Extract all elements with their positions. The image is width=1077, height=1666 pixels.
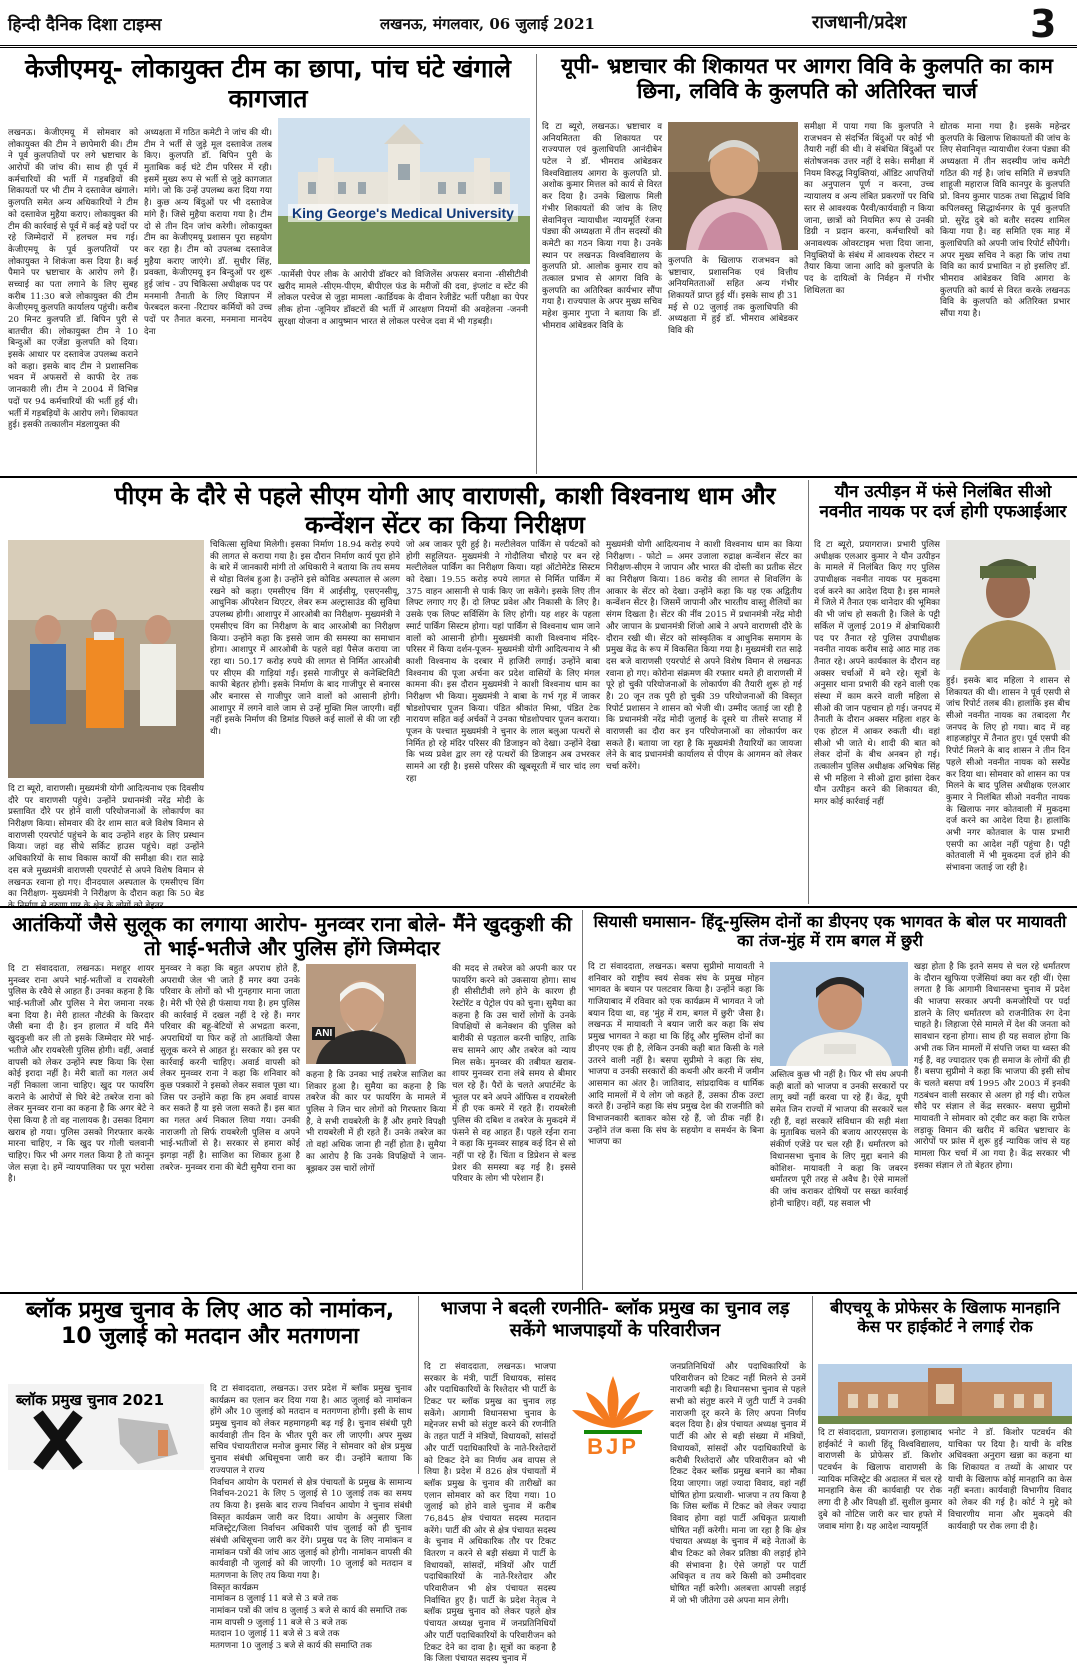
bjp-headline: भाजपा ने बदली रणनीति- ब्लॉक प्रमुख का चुनाव लड़ सकेंगे भाजपाइयों के परिवारीजन bbox=[440, 1298, 790, 1341]
mayawati-col-1: दि टा संवाददाता, लखनऊ। बसपा सुप्रीमो मायावती ने शनिवार को राष्ट्रीय स्वयं सेवक संघ के प्रमुख मोहन भागवत के बयान पर पलटवार किया है। उन्होंने कहा कि गाजियाबाद में रविवार को एक कार्यक्रम में भागवत ने जो बयान दिया था, वह 'मुंह में राम, बगल में छुरी' जैसा है। लखनऊ में मायावती ने बयान जारी कर कहा कि संघ प्रमुख भागवत ने कहा था कि हिंदू और मुस्लिम दोनों का डीएनए एक ही है, लेकिन उनकी कही बात किसी के गले उतरने वाली नहीं है। बसपा सुप्रीमो ने कहा कि संघ, भाजपा व उनकी सरकारों की कथनी और करनी में जमीन आसमान का अंतर है। जातिवाद, सांप्रदायिक व धार्मिक आदि मामलों में ये लोग जो कहते हैं, उसका ठीक उल्टा करते हैं। उन्होंने कहा कि संघ प्रमुख देश की राजनीति को विभाजनकारी बताकर कोस रहे हैं, जो ठीक नहीं है। उन्होंने तंज कसा कि संघ के सहयोग व समर्थन के बिना भाजपा का bbox=[588, 962, 764, 1148]
block-election-banner: ब्लॉक प्रमुख चुनाव 2021 bbox=[16, 1391, 165, 1409]
agra-col-2: कुलपति के खिलाफ राजभवन को भ्रष्टाचार, प्रशासनिक एवं वित्तीय अनियमितताओं सहित अन्य गंभीर शिकायतें प्राप्त हुई थीं। इसके साथ ही 31 मई से 02 जुलाई तक कुलाधिपति की अध्यक्षता में हुई डॉ. भीमराव आंबेडकर विवि की bbox=[668, 256, 798, 337]
kgmu-col-3: -फार्मेसी पेपर लीक के आरोपी डॉक्टर को विजिलेंस अफसर बनाना -सीसीटीवी खरीद मामले -सीएम-पीएम, बीपीएल फंड के मरीजों की दवा, इंप्लांट व स्टेंट की लोकल परचेज से जुड़ा मामला -कार्डियक के दीवान रेजीडेंट भर्ती परीक्षा का पेपर लीक होना -जूनियर डॉक्टरों की भर्ती में आरक्षण नियमों की अवहेलना -जननी सुरक्षा योजना व आयुष्मान भारत से लोकल परचेज दवा में भी गड़बड़ी। bbox=[278, 270, 528, 327]
column-divider bbox=[808, 480, 809, 904]
munawwar-photo bbox=[306, 964, 416, 1064]
varanasi-col-4: मुख्यमंत्री योगी आदित्यनाथ ने काशी विश्वनाथ धाम का किया निरीक्षण। - फोटो = अमर उजाला रुद्राक्ष कन्वेंशन सेंटर का निरीक्षण-सीएम ने जापान और भारत की दोस्ती का प्रतीक सेंटर का निरीक्षण किया। 186 करोड़ की लागत से शिवलिंग के आकार के सेंटर को देखा। उन्होंने कहा कि यह एक अद्वितीय कन्वेंशन सेंटर है। जिसमें जापानी और भारतीय वास्तु शैलियों का संगम दिखता है। सेंटर की नींव 2015 में प्रधानमंत्री नरेंद्र मोदी और जापान के प्रधानमंत्री शिंजो आबे ने अपने वाराणसी दौरे के दौरान रखी थी। सेंटर को सांस्कृतिक व आधुनिक समागम के प्रमुख केंद्र के रूप में विकसित किया गया है। मुख्यमंत्री रात साढ़े दस बजे वाराणसी एयरपोर्ट से अपने विशेष विमान से लखनऊ रवाना हो गए। कोरोना संक्रमण की रफ्तार थमते ही वाराणसी में पूरे हो चुकी परियोजनाओं के लोकार्पण की तैयारी शुरू हो गई है। 20 जून तक पूरी हो चुकी 39 परियोजनाओं की विस्तृत रिपोर्ट प्रशासन ने शासन को भेजी थी। उम्मीद जताई जा रही है कि प्रधानमंत्री नरेंद्र मोदी जुलाई के दूसरे या तीसरे सप्ताह में वाराणसी का दौरा कर इन परियोजनाओं का लोकार्पण कर सकते हैं। बताया जा रहा है कि मुख्यमंत्री तैयारियों का जायजा लेने के बाद प्रधानमंत्री कार्यालय से पीएम के आगमन को लेकर चर्चा करेंगे। bbox=[606, 540, 802, 773]
column-divider bbox=[536, 54, 537, 474]
mayawati-headline: सियासी घमासान- हिंदू-मुस्लिम दोनों का डीएनए एक भागवत के बोल पर मायावती का तंज-मुंह में राम बगल में छुरी bbox=[593, 912, 1067, 951]
schedule-item: मतगणना bbox=[210, 1641, 241, 1652]
agra-headline: यूपी- भ्रष्टाचार की शिकायत पर आगरा विवि के कुलपति का काम छिना, लविवि के कुलपति को अतिरिक्त चार्ज bbox=[561, 54, 1053, 104]
agra-col-1: दि टा ब्यूरो, लखनऊ। भ्रष्टाचार व अनियमितता की शिकायत पर राज्यपाल एवं कुलाधिपति आनंदीबेन पटेल ने डॉ. भीमराव आंबेडकर विश्वविद्यालय आगरा के कुलपति प्रो. अशोक कुमार मित्तल को कार्य से विरत कर दिया है। उनके खिलाफ मिली गंभीर शिकायतों की जांच के लिए सेवानिवृत्त न्यायाधीश न्यायमूर्ति रंजना पंड्या की अध्यक्षता में तीन सदस्यों की कमेटी का गठन किया गया है। उनके स्थान पर लखनऊ विश्वविद्यालय के कुलपति प्रो. आलोक कुमार राय को तत्काल प्रभाव से आगरा विवि के कुलपति का अतिरिक्त कार्यभार सौंपा गया है। राज्यपाल के अपर मुख्य सचिव महेश कुमार गुप्ता ने बताया कि डॉ. भीमराव आंबेडकर विवि के bbox=[542, 122, 662, 331]
column-divider bbox=[582, 910, 583, 1290]
governor-photo bbox=[668, 122, 798, 250]
ani-tag: ANI bbox=[312, 1027, 335, 1040]
varanasi-col-3: जो अब जाकर पूरी हुई है। मल्टीलेवल पार्किंग से पर्यटकों को होगी सहूलियत- मुख्यमंत्री ने गोदौलिया चौराहे पर बन रहे मल्टीलेवल पार्किंग का निरीक्षण किया। यहां ऑटोमेटेड सिस्टम को देखा। 19.55 करोड़ रुपये लागत से निर्मित पार्किंग में 375 वाहन आसानी से पार्क किए जा सकेंगे। इसके लिए तीन लिफ्ट लगाए गए हैं। दो लिफ्ट प्रवेश और निकासी के लिए है। उसके एक लिफ्ट सर्विसिंग के लिए होगी। यह शहर के पहला स्मार्ट पार्किंग सिस्टम होगा। यहां पार्किंग से विश्वनाथ धाम जाने वालों को आसानी होगी। मुख्यमंत्री काशी विश्वनाथ मंदिर-परिसर में किया दर्शन-पूजन- मुख्यमंत्री योगी आदित्यनाथ ने श्री काशी विश्वनाथ के दरबार में हाजिरी लगाई। उन्होंने बाबा विश्वनाथ की पूजा अर्चना कर प्रदेश वासियों के लिए मंगल कामना की। इस दौरान मुख्यमंत्री ने काशी विश्वनाथ धाम का निरीक्षण भी किया। मुख्यमंत्री ने बाबा के गर्भ गृह में जाकर षोडशोपचार पूजन किया। पंडित श्रीकांत मिश्रा, पंडित टेक नारायण सहित कई अर्चकों ने उनका षोडशोपचार पूजन कराया। पूजन के पश्चात मुख्यमंत्री ने चुनार के लाल बलुआ पत्थरों से निर्मित हो रहे मंदिर परिसर की डिजाइन को देखा। उन्होंने देखा कि भव्य प्रवेश द्वार लग रहे पत्थरों की डिजाइन अब उभरकर सामने आ रही है। इससे परिसर की खूबसूरती में चार चांद लग रहा bbox=[406, 540, 600, 784]
navneet-headline: यौन उत्पीड़न में फंसे निलंबित सीओ नवनीत नायक पर दर्ज होगी एफआईआर bbox=[819, 482, 1067, 523]
varanasi-photo bbox=[8, 540, 204, 778]
bjp-col-2: जनप्रतिनिधियों और पदाधिकारियों के परिवारीजन को टिकट नहीं मिलने से उनमें नाराजगी बढ़ी है। विधानसभा चुनाव से पहले सभी को संतुष्ट करने में जुटी पार्टी ने उनकी नाराजगी दूर करने के लिए अपना निर्णय बदल दिया है। क्षेत्र पंचायत अध्यक्ष चुनाव में पार्टी की ओर से बड़ी संख्या में मंत्रियों, विधायकों, सांसदों और पदाधिकारियों के करीबी रिश्तेदारों और परिवारीजन को भी टिकट देकर ब्लॉक प्रमुख बनाने का मौका दिया जाएगा। जहां ज्यादा विवाद, वहां नहीं घोषित होगा प्रत्याशी- भाजपा न तय किया है कि जिस ब्लॉक में टिकट को लेकर ज्यादा विवाद होगा वहां पार्टी अधिकृत प्रत्याशी घोषित नहीं करेगी। माना जा रहा है कि क्षेत्र पंचायत अध्यक्ष के चुनाव में बड़े नेताओं के बीच टिकट को लेकर प्रतिष्ठा की लड़ाई होने की संभावना है। ऐसे जगहों पर पार्टी अधिकृत व तय करे किसी को उम्मीदवार घोषित नहीं करेगी। अलबत्ता आपसी लड़ाई में जो भी जीतेगा उसे अपना मान लेगी। bbox=[670, 1362, 806, 1606]
mayawati-col-2: अस्तित्व कुछ भी नहीं है। फिर भी संघ अपनी कही बातों को भाजपा व उनकी सरकारों पर लागू क्यों नहीं करवा पा रहे हैं। केंद्र, यूपी समेत जिन राज्यों में भाजपा की सरकारें चल रही हैं, वहां सरकारें संविधान की सही मंशा के मुताबिक चलने की बजाय आरएसएस के संकीर्ण एजेंडे पर चल रही हैं। धर्मांतरण को विधानसभा चुनाव के लिए मुद्दा बनाने की कोशिश- मायावती ने कहा कि जबरन धर्मांतरण पूरी तरह से अवैध है। ऐसे मामलों की जांच कराकर दोषियों पर सख्त कार्रवाई होनी चाहिए। वहीं, यह सवाल भी bbox=[770, 1070, 908, 1209]
officer-photo bbox=[946, 540, 1070, 670]
schedule-time: 9 जुलाई 11 बजे से 3 बजे तक bbox=[247, 1617, 348, 1628]
schedule-row bbox=[210, 1629, 412, 1641]
block-election-col-2: दि टा संवाददाता, लखनऊ। उत्तर प्रदेश में ब्लॉक प्रमुख चुनाव कार्यक्रम का एलान कर दिया गया है। आठ जुलाई को नामांकन होंगे और 10 जुलाई को मतदान व मतगणना होगी। इसी के साथ प्रमुख चुनाव को लेकर महमागहमी बढ़ गई है। चुनाव संबंधी पूरी कार्यवाही तीन दिन के भीतर पूरी कर ली जाएगी। अपर मुख्य सचिव पंचायतीराज मनोज कुमार सिंह ने सोमवार को क्षेत्र प्रमुख चुनाव संबंधी अधिसूचना जारी कर दी। उन्होंने बताया कि राज्यपाल ने राज्य निर्वाचन आयोग के परामर्श से क्षेत्र पंचायतों के प्रमुख के सामान्य निर्वाचन-2021 के लिए 5 जुलाई से 10 जुलाई तक का समय तय किया है। इसके बाद राज्य निर्वाचन आयोग ने चुनाव संबंधी विस्तृत कार्यक्रम जारी कर दिया। आयोग के अनुसार जिला मजिस्ट्रेट/जिला निर्वाचन अधिकारी पांच जुलाई को ही चुनाव संबंधी अधिसूचना जारी कर देंगे। प्रमुख पद के लिए नामांकन व नामांकन पत्रों की जांच आठ जुलाई को होगी। नामांकन वापसी की कार्यवाही नौ जुलाई को की जाएगी। 10 जुलाई को मतदान व मतगणना के लिए तय किया गया है। विस्तृत कार्यक्रम नामांकन 8 जुलाई 11 बजे से 3 बजे तक नामांकन पत्रों की जांच 8 जुलाई 3 बजे से कार्य की समाप्ति तक नाम वापसी 9 जुलाई 11 बजे से 3 बजे तक मतदान 10 जुलाई 11 बजे से 3 बजे तक मतगणना 10 जुलाई 3 बजे से कार्य की समाप्ति तक bbox=[210, 1384, 412, 1652]
governor-portrait-image bbox=[668, 122, 798, 250]
varanasi-headline: पीएम के दौरे से पहले सीएम योगी आए वाराणसी, काशी विश्वनाथ धाम और कन्वेंशन सेंटर का किया निरीक्षण bbox=[114, 482, 776, 539]
schedule-item: नामांकन पत्रों की जांच bbox=[210, 1606, 282, 1617]
mayawati-col-3: खड़ा होता है कि इतने समय से चल रहे धर्मांतरण के दौरान खुफिया एजेंसियां क्या कर रही थीं। ऐसा लगता है कि आगामी विधानसभा चुनाव में प्रदेश की भाजपा सरकार अपनी कमजोरियों पर पर्दा डालने के लिए धर्मांतरण को राजनीतिक रंग देना चाहते है। लिहाजा ऐसे मामले में देश की जनता को सावधान रहना होगा। साथ ही यह सवाल होगा कि अभी तक जिन मामलों में संपत्ति जब्त या ध्वस्त की गई हैं, वह ज्यादातर एक ही समाज के लोगों की ही हैं। बसपा सुप्रीमो ने कहा कि भाजपा की इसी सोच के चलते बसपा वर्ष 1995 और 2003 में इनकी गठबंधन वाली सरकार से अलग हो गई थी। राफेल सौदे पर संज्ञान ले केंद्र सरकार- बसपा सुप्रीमो मायावती ने सोमवार को ट्वीट कर कहा कि राफेल लड़ाकू विमान की खरीद में कथित भ्रष्टाचार के आरोपों पर फ्रांस में शुरू हुई न्यायिक जांच से यह मामला फिर चर्चा में आ गया है। केंद्र सरकार भी इसका संज्ञान ले तो बेहतर होगा। bbox=[914, 962, 1070, 1171]
masthead bbox=[0, 0, 1077, 48]
section-rule bbox=[0, 1292, 1077, 1294]
varanasi-col-1: दि टा ब्यूरो, वाराणसी। मुख्यमंत्री योगी आदित्यनाथ एक दिवसीय दौरे पर वाराणसी पहुंचे। उन्होंने प्रधानमंत्री नरेंद्र मोदी के प्रस्तावित दौरे पर होने वाली परियोजनाओं के लोकार्पण का निरीक्षण किया। सोमवार की देर शाम सात बजे विशेष विमान से वाराणसी एयरपोर्ट पहुंचने के बाद उन्होंने शहर के लिए प्रस्थान किया। जहां वह सीधे सर्किट हाउस पहुंचे। वहां उन्होंने अधिकारियों के साथ विकास कार्यों की समीक्षा की। रात साढ़े दस बजे मुख्यमंत्री वाराणसी एयरपोर्ट से अपने विशेष विमान से लखनऊ रवाना हो गए। दीनदयाल अस्पताल के एमसीएच विंग का निरीक्षण- मुख्यमंत्री ने निरीक्षण के दौरान कहा कि 50 बेड के निर्माण से वरुणा पार के क्षेत्र के लोगों को बेहतर bbox=[8, 784, 204, 911]
mayawati-portrait-image bbox=[770, 962, 908, 1066]
schedule-item: नाम वापसी bbox=[210, 1617, 248, 1628]
schedule-title: विस्तृत कार्यक्रम bbox=[210, 1582, 259, 1593]
section-rule bbox=[0, 906, 1077, 908]
high-court-building-image bbox=[818, 1364, 1072, 1424]
munawwar-col-2: मुनव्वर ने कहा कि बहुत अपराध होते हैं, अपराधी जेल भी जाते हैं मगर क्या उनके परिवार के लोगों को भी गुनहगार माना जाता है। मेरी भी ऐसे ही फंसाया गया है। हम पुलिस की कार्रवाई में दखल नहीं दे रहे हैं। मगर परिवार की बहू-बेटियों से अभद्रता करना, अपराधियों या फिर कहें तो आतंकियों जैसा सुलूक करने से आहत हूं। सरकार को इस पर कार्रवाई करनी चाहिए। अवार्ड वापसी को लेकर मुनव्वर राना ने कहा कि शनिवार को कुछ पत्रकारों ने इसको लेकर सवाल पूछा था। जिस पर उन्होंने कहा कि हम अवार्ड वापस कर सकते हैं या इसे जला सकते हैं। इस बात का गलत अर्थ निकाल लिया गया। उनकी नाराजगी तो सिर्फ रायबरेली पुलिस व अपने भाई-भतीजों से है। सरकार से हमारा कोई झगड़ा नहीं है। साजिश का शिकार हुआ है तबरेज- मुनव्वर राना की बेटी सुमैया राना का bbox=[160, 964, 300, 1173]
schedule-time: 8 जुलाई 3 बजे से कार्य की समाप्ति तक bbox=[281, 1606, 408, 1617]
agra-col-3: समीक्षा में पाया गया कि कुलपति ने राजभवन से संदर्भित बिंदुओं पर कोई भी तैयारी नहीं की थी। वे संबंधित बिंदुओं पर संतोषजनक उत्तर नहीं दे सके। समीक्षा में नियम विरुद्ध नियुक्तियां, ऑडिट आपत्तियों का अनुपालन पूर्ण न करना, उच्च न्यायालय व अन्य लंबित प्रकरणों पर विधि स्तर से आवश्यक पैरवी/कार्यवाही न किया जाना, छात्रों को नियमित रूप से उनकी डिग्री न प्रदान करना, कर्मचारियों को अनावश्यक ओवरटाइम भत्ता दिया जाना, नियुक्तियों के संबंध में आवश्यक रोस्टर न तैयार किया जाना आदि को कुलपति के पद के दायित्वों के निर्वहन में गंभीर शिथिलता का bbox=[804, 122, 934, 296]
bjp-col-1: दि टा संवाददाता, लखनऊ। भाजपा सरकार के मंत्री, पार्टी विधायक, सांसद और पदाधिकारियों के रिश्तेदार भी पार्टी के टिकट पर ब्लॉक प्रमुख का चुनाव लड़ सकेंगे। आगामी विधानसभा चुनाव के मद्देनजर सभी को संतुष्ट करने की रणनीति के तहत पार्टी ने मंत्रियों, विधायकों, सांसदों और पार्टी पदाधिकारियों के नाते-रिश्तेदारों को टिकट देने का निर्णय अब वापस ले लिया है। प्रदेश में 826 क्षेत्र पंचायतों में ब्लॉक प्रमुख के चुनाव की तारीखों का एलान सोमवार को कर दिया गया। 10 जुलाई को होने वाले चुनाव में करीब 76,845 क्षेत्र पंचायत सदस्य मतदान करेंगे। पार्टी की ओर से क्षेत्र पंचायत सदस्य के चुनाव में अधिकारिक तौर पर टिकट वितरण न करने से बड़ी संख्या में पार्टी के विधायकों, सांसदों, मंत्रियों और पार्टी पदाधिकारियों के नाते-रिश्तेदार और परिवारीजन भी क्षेत्र पंचायत सदस्य निर्वाचित हुए हैं। पार्टी के प्रदेश नेतृत्व ने ब्लॉक प्रमुख चुनाव को लेकर पहले क्षेत्र पंचायत अध्यक्ष चुनाव में जनप्रतिनिधियों और पार्टी पदाधिकारियों के परिवारीजन को टिकट देने का दावा है। सूत्रों का कहना है कि जिला पंचायत सदस्य चुनाव में bbox=[424, 1362, 556, 1665]
munawwar-portrait-image bbox=[306, 964, 416, 1064]
block-election-photo bbox=[8, 1384, 204, 1470]
schedule-time: 10 जुलाई 11 बजे से 3 बजे तक bbox=[234, 1629, 340, 1640]
bhu-photo bbox=[818, 1364, 1072, 1424]
column-divider bbox=[812, 1296, 813, 1474]
schedule-item: नामांकन bbox=[210, 1594, 239, 1605]
munawwar-headline: आतंकियों जैसे सुलूक का लगाया आरोप- मुनव्वर राना बोले- मैंने खुदकुशी की तो भाई-भतीजे और पुलिस होंगे जिम्मेदार bbox=[12, 912, 572, 960]
munawwar-col-3: की मदद से तबरेज को अपनी कार पर फायरिंग करने को उकसाया होगा। साथ ही सीसीटीवी लगे होने के कारण ही रेस्टोरेंट व पेट्रोल पंप को चुना। सुमैया का कहना है कि उस चारों लोगों के उनके विपक्षियों से कनेक्शन की पुलिस को बारीकी से पड़ताल करनी चाहिए, ताकि सच सामने आए और तबरेज को न्याय मिल सके। मुनव्वर की तबीयत खराब- शायर मुनव्वर राना लंबे समय से बीमार चल रहे हैं। पैरों के चलते अपार्टमेंट के भूतल पर बने अपने ऑफिस व रायबरेली में ही एक कमरे में रहते हैं। रायबरेली पुलिस की दबिश व तबरेज के मुकदमे में फंसने से वह आहत हैं। पहले रईना राना ने कहा कि मुनव्वर साहब कई दिन से सो नहीं पा रहे हैं। चिंता व डिप्रेशन से बल्ड प्रेशर की समस्या बढ़ गई है। इससे परिवार के लोग भी परेशान हैं। bbox=[452, 964, 576, 1185]
kgmu-photo bbox=[278, 118, 530, 264]
bhu-headline: बीएचयू के प्रोफेसर के खिलाफ मानहानि केस पर हाईकोर्ट ने लगाई रोक bbox=[830, 1298, 1060, 1337]
kgmu-col-2: अध्यक्षता में गठित कमेटी ने जांच की थी। टीम ने भर्ती से जुड़े मूल दस्तावेज तलब किए। कुलपति डॉ. बिपिन पुरी के मुताबिक कई घंटे टीम परिसर में रही। इसमें मुख्य रूप से भर्ती से जुड़े कागजात मांगे। जो कि उन्हें उपलब्ध करा दिया गया है। कुछ अन्य बिंदुओं पर भी दस्तावेज मांगे हैं। जिसे मुहैया कराया गया है। टीम दो से तीन दिन जांच करेगी। लोकायुक्त टीम का केजीएमयू प्रशासन पूरा सहयोग कर रहा है। टीम को उपलब्ध दस्तावेज मुहैया कराए जाएंगे। डॉ. सुधीर सिंह, प्रवक्ता, केजीएमयू इन बिन्दुओं पर शुरू हुई जांच - उप चिकित्सा अधीक्षक पद पर मनमानी तैनाती के लिए विज्ञापन में फेरबदल करना -रिटायर कर्मियों को उच्च पदों पर तैनात करना, मनमाना मानदेय देना bbox=[144, 128, 272, 337]
kgmu-photo-label: King George's Medical University bbox=[288, 204, 518, 222]
agra-col-4: द्योतक माना गया है। इसके महेन्द्रर कुलपति के खिलाफ शिकायतों की जांच के लिए सेवानिवृत्त न्यायाधीश रंजना पंड्या की अध्यक्षता में तीन सदस्यीय जांच कमेटी गठित की गई है। जांच समिति में छत्रपति शाहूजी महाराज विवि कानपुर के कुलपति प्रो. विनय कुमार पाठक तथा सिद्धार्थ विवि कपिलवस्तु सिद्धार्थनगर के पूर्व कुलपति प्रो. सुरेंद्र दुबे को बतौर सदस्य शामिल किया गया है। वह समिति एक माह में कुलाधिपति को अपनी जांच रिपोर्ट सौंपेगी। अपर मुख्य सचिव ने कहा कि जांच तथा विवि का कार्य प्रभावित न हो इसलिए डॉ. भीमराव आंबेडकर विवि आगरा के कुलपति को कार्य से विरत करके लखनऊ विवि के कुलपति को अतिरिक्त प्रभार सौंपा गया है। bbox=[940, 122, 1070, 319]
navneet-col-1: दि टा ब्यूरो, प्रयागराज। प्रभारी पुलिस अधीक्षक एलआर कुमार ने यौन उत्पीड़न के मामले में निलंबित किए गए पुलिस उपाधीक्षक नवनीत नायक पर मुकदमा दर्ज करने का आदेश दिया है। इस मामले में जिले में तैनात एक थानेदार की भूमिका की भी जांच हो सकती है। जिले के पट्टी सर्किल में जुलाई 2019 में क्षेत्राधिकारी पद पर तैनात रहे पुलिस उपाधीक्षक नवनीत नायक करीब साढ़े आठ माह तक तैनात रहे। अपने कार्यकाल के दौरान वह अक्सर चर्चाओं में बने रहे। सूत्रों के अनुसार थाना प्रभारी की रहने वाली एक संस्था में काम करने वाली महिला से सीओ की जान पहचान हो गई। जनपद में तैनाती के दौरान अक्सर महिला शहर के एक होटल में आकर रुकती थी। वहां सीओ भी जाते थे। शादी की बात को लेकर दोनों के बीच अनबन हो गई। तत्कालीन पुलिस अधीक्षक अभिषेक सिंह से भी महिला ने सीओ द्वारा झांसा देकर यौन उत्पीड़न करने की शिकायत की, मगर कोई कार्रवाई नहीं bbox=[814, 540, 940, 808]
page-number: 3 bbox=[1030, 2, 1057, 46]
schedule-row bbox=[210, 1594, 412, 1606]
bhu-col-1: दि टा संवाददाता, प्रयागराज। इलाहाबाद हाईकोर्ट ने काशी हिंदू विश्वविद्यालय, वाराणसी के प्रोफेसर डॉ. किशोर पटवर्धन के खिलाफ वाराणसी के न्यायिक मजिस्ट्रेट की अदालत में चल रहे मानहानि केस की कार्यवाही पर रोक लगा दी है और विपक्षी डॉ. सुशील कुमार दुबे को नोटिस जारी कर चार हफ्ते में जवाब मांगा है। यह आदेश न्यायमूर्ति bbox=[818, 1428, 942, 1532]
column-divider bbox=[418, 1296, 419, 1474]
cm-inspection-image bbox=[8, 540, 204, 778]
kgmu-building-image bbox=[278, 118, 530, 264]
officer-portrait-image bbox=[946, 540, 1070, 670]
munawwar-col-1: दि टा संवाददाता, लखनऊ। मशहूर शायर मुनव्वर राना अपने भाई-भतीजों व रायबरेली पुलिस के रवैये से आहत हैं। उनका कहना है कि भाई-भतीजों और पुलिस ने मेरा जमाना नरक बना दिया है। मेरी हालत नौटंकी के किरदार जैसी बना दी है। इन हालात में यदि मैंने खुदकुशी कर ली तो इसके जिम्मेदार मेरे भाई-भतीजे और रायबरेली पुलिस होगी। वहीं, अवार्ड वापसी को लेकर उन्होंने स्पष्ट किया कि ऐसा कोई इरादा नहीं है। मेरी बातों का गलत अर्थ नहीं निकाला जाना चाहिए। खुद पर फायरिंग कराने के आरोपों से घिरे बेटे तबरेज राना को लेकर मुनव्वर राना का कहना है कि अगर बेटे ने ऐसा किया है तो वह नालायक है। उसका दिमाग खराब हो गया। पुलिस उसको गिरफ्तार करके मारना चाहिए, न कि खुद पर गोली चलवानी चाहिए। फिर भी अगर गलत किया है तो कानून जेल सज़ा दे। हमें न्यायपालिका पर पूरा भरोसा है। bbox=[8, 964, 154, 1185]
block-election-headline: ब्लॉक प्रमुख चुनाव के लिए आठ को नामांकन, 10 जुलाई को मतदान और मतगणना bbox=[25, 1298, 395, 1350]
schedule-row bbox=[210, 1618, 412, 1630]
navneet-col-2: हुई। इसके बाद महिला ने शासन से शिकायत की थी। शासन ने पूर्व एसपी से जांच रिपोर्ट तलब की। हालांकि इस बीच सीओ नवनीत नायक का तबादला गैर जनपद के लिए हो गया। बाद में वह शाहजहांपुर में तैनात हुए। पूर्व एसपी की रिपोर्ट मिलने के बाद शासन ने तीन दिन पहले सीओ नवनीत नायक को सस्पेंड कर दिया था। सोमवार को शासन का पत्र मिलने के बाद पुलिस अधीक्षक एलआर कुमार ने निलंबित सीओ नवनीत नायक के खिलाफ नगर कोतवाली में मुकदमा दर्ज करने का आदेश दिया है। हालांकि अभी नगर कोतवाल के पास प्रभारी एसपी का आदेश नहीं पहुंचा है। पट्टी कोतवाली में भी मुकदमा दर्ज होने की संभावना जताई जा रही है। bbox=[946, 676, 1070, 873]
schedule-item: मतदान bbox=[210, 1629, 235, 1640]
kgmu-headline: केजीएमयू- लोकायुक्त टीम का छापा, पांच घंटे खंगाले कागजात bbox=[25, 54, 511, 113]
munawwar-col-side: कहना है कि उनका भाई तबरेज साजिश का शिकार हुआ है। सुमैया का कहना है कि तबरेज की कार पर फायरिंग के मामले में पुलिस ने जिन चार लोगों को गिरफ्तार किया है, वे सभी रायबरेली के हैं और हमारे विपक्षी भी रायबरेली में ही रहते हैं। उनके तबरेज का तो वहां अधिक जाना ही नहीं होता है। सुमैया का आरोप है कि उनके विपक्षियों ने जान-बूझकर उस चारों लोगों bbox=[306, 1070, 446, 1174]
kgmu-col-1: लखनऊ। केजीएमयू में सोमवार को लोकायुक्त की टीम ने छापेमारी की। टीम ने पूर्व कुलपतियों पर लगे भ्रष्टाचार के आरोपों की जांच की। साथ ही पूर्व में कर्मचारियों की भर्ती में गड़बड़ियों की शिकायतों पर भी टीम ने दस्तावेज खंगाले। कुलपति समेत अन्य अधिकारियों ने टीम को दस्तावेज मुहैया कराए। लोकायुक्त की टीम की कार्रवाई से पूर्व में कई बड़े पदों पर रहे जिम्मेदारों में हलचल मच गई। केजीएमयू के पूर्व कुलपतियों पर लोकायुक्त ने शिकंजा कस दिया है। कई पैमाने पर भ्रष्टाचार के आरोप लगे हैं। सच्चाई का पता लगाने के लिए सुबह करीब 11:30 बजे लोकायुक्त की टीम केजीएमयू कुलपति कार्यालय पहुंची। करीब 20 मिनट कुलपति डॉ. बिपिन पुरी से बातचीत की। लोकायुक्त टीम ने 10 बिन्दुओं का एजेंडा कुलपति को दिया। इसके आधार पर दस्तावेज उपलब्ध कराने को कहा। इसके बाद टीम ने प्रशासनिक भवन में अफसरों से काफी देर तक जानकारी ली। टीम ने 2004 में विभिन्न पदों पर 94 कर्मचारियों की भर्ती हुई थी। भर्ती में गड़बड़ियों के आरोप लगे। शिकायत हुई। इसकी तत्कालीन मंडलायुक्त की bbox=[8, 128, 138, 431]
dateline: लखनऊ, मंगलवार, 06 जुलाई 2021 bbox=[380, 15, 595, 33]
mayawati-photo bbox=[770, 962, 908, 1066]
schedule-row bbox=[210, 1641, 412, 1653]
bjp-logo bbox=[562, 1362, 664, 1466]
schedule-time: 10 जुलाई 3 बजे से कार्य की समाप्ति तक bbox=[240, 1641, 372, 1652]
schedule-time: 8 जुलाई 11 बजे से 3 बजे तक bbox=[238, 1594, 338, 1605]
varanasi-col-2: चिकित्सा सुविधा मिलेगी। इसका निर्माण 18.94 करोड़ रुपये की लागत से कराया गया है। इस दौरान निर्माण कार्य पूरा होने के बारे में जानकारी मांगी तो अधिकारी ने बताया कि तय समय से थोड़ा विलंब हुआ है। उन्होंने इसे कोविड अस्पताल से अलग रखने को कहा। एमसीएच विंग में आईसीयू, एसएनसीयू, आधुनिक ऑपरेशन थिएटर, लेबर रूम अल्ट्रासाउंड की सुविधा उपलब्ध होगी। आशापुर में आरओबी का निरीक्षण- मुख्यमंत्री ने एमसीएच विंग का निरीक्षण के बाद आरओबी का निरीक्षण किया। उन्होंने कहा कि इससे जाम की समस्या का समाधान होगा। आशापुर में आरओबी के पहले वहां पैसेज कराया जा रहा था। 50.17 करोड़ रुपये की लागत से निर्मित आरओबी पर सीएम की गाड़ियां गईं। इससे गाजीपुर से कनेक्टिविटी काफी बेहतर होगी। इसके निर्माण के बाद गाजीपुर से बनारस और बनारस से गाजीपुर जाने वालों को आसानी होगी। आशापुर में लगने वाले जाम से उन्हें मुक्ति मिल जाएगी। वहीं नहीं इसके निर्माण की डिमांड पिछले कई सालों से की जा रही थी। bbox=[210, 540, 400, 737]
section-name: राजधानी/प्रदेश bbox=[812, 12, 907, 33]
section-rule bbox=[0, 476, 1077, 478]
block-election-col-1-para: दि टा संवाददाता, लखनऊ। उत्तर प्रदेश में ब्लॉक प्रमुख चुनाव कार्यक्रम का एलान कर दिया गया है। आठ जुलाई को नामांकन होंगे और 10 जुलाई को मतदान व मतगणना होगी। इसी के साथ प्रमुख चुनाव को लेकर महमागहमी बढ़ गई है। चुनाव संबंधी पूरी कार्यवाही तीन दिन के भीतर पूरी कर ली जाएगी। अपर मुख्य सचिव पंचायतीराज मनोज कुमार सिंह ने सोमवार को क्षेत्र प्रमुख चुनाव संबंधी अधिसूचना जारी कर दी। उन्होंने बताया कि राज्यपाल ने राज्य bbox=[210, 1384, 412, 1476]
schedule-row bbox=[210, 1606, 412, 1618]
bhu-col-2: भनोट ने डॉ. किशोर पटवर्धन की याचिका पर दिया है। याची के वरिष्ठ अधिवक्ता अनुराग खन्ना का कहना था कि शिकायत व तथ्यों के आधार पर याची के खिलाफ कोई मानहानि का केस नहीं बनता। कार्यवाही विभागीय विवाद को लेकर की गई है। कोर्ट ने मुद्दे को विचारणीय माना और मुकदमे की कार्यवाही पर रोक लगा दी है। bbox=[948, 1428, 1072, 1532]
newspaper-name: हिन्दी दैनिक दिशा टाइम्स bbox=[8, 15, 162, 35]
bjp-logo-text: BJP bbox=[587, 1434, 639, 1459]
